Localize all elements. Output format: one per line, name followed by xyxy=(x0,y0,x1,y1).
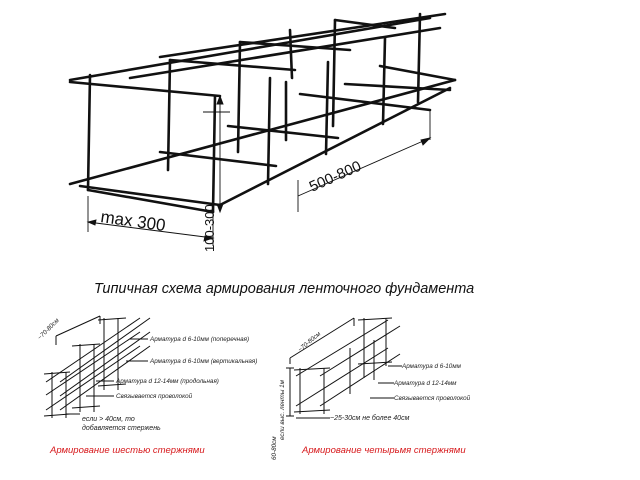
left-caption: Армирование шестью стержнями xyxy=(50,445,205,456)
right-caption: Армирование четырьмя стержнями xyxy=(302,445,466,456)
right-scheme-lines xyxy=(286,318,402,418)
left-label-transverse: Арматура d 6-10мм (поперечная) xyxy=(150,336,250,343)
right-side-label-2: если выс. ленты 1м xyxy=(279,380,286,440)
left-label-longitudinal: Арматура d 12-14мм (продольная) xyxy=(116,378,219,385)
left-note-line2: добавляется стержень xyxy=(82,425,161,432)
dim-spacing-label: 500-800 xyxy=(306,157,364,196)
left-scheme-lines xyxy=(44,316,150,418)
right-width-label: ~25-30см не более 40см xyxy=(330,415,410,422)
right-label-bar-large: Арматура d 12-14мм xyxy=(394,380,457,387)
rebar-cage-3d xyxy=(70,14,455,212)
right-side-label-1: 60-80см xyxy=(271,436,278,460)
dim-height-label: 100-300 xyxy=(202,204,217,252)
left-label-wire: Связывается проволокой xyxy=(116,393,193,400)
right-label-bar-small: Арматура d 6-10мм xyxy=(402,363,461,370)
left-note-line1: если > 40см, то xyxy=(82,416,135,423)
left-spacing-label: ~70-80см xyxy=(36,317,61,342)
right-spacing-label: ~70-80см xyxy=(296,330,323,354)
dim-width-label: max 300 xyxy=(99,207,167,236)
left-label-vertical: Арматура d 6-10мм (вертикальная) xyxy=(150,358,258,365)
right-label-wire: Связывается проволокой xyxy=(394,395,471,402)
diagram-title: Типичная схема армирования ленточного фундамента xyxy=(94,281,475,297)
